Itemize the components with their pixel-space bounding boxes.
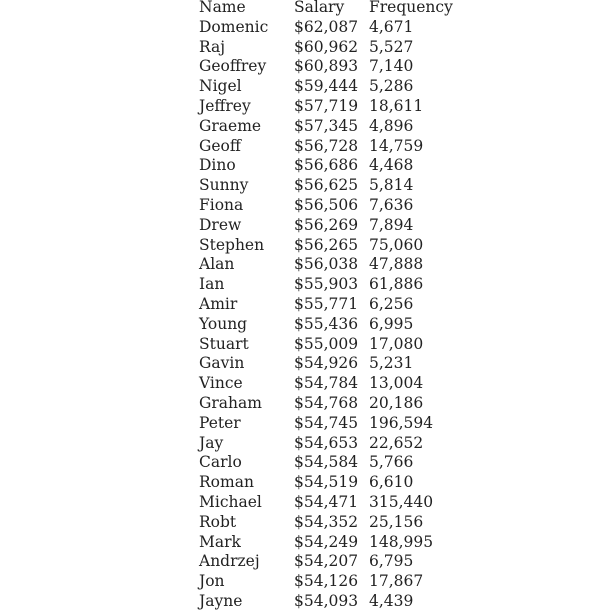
table-row: [199, 434, 459, 454]
cell-frequency: 14,759: [369, 136, 424, 155]
cell-salary: $54,471: [294, 492, 359, 511]
cell-salary: $54,519: [294, 473, 359, 492]
cell-frequency: 196,594: [369, 413, 434, 432]
cell-frequency: 7,894: [369, 215, 414, 234]
cell-name: Robt: [199, 512, 237, 531]
cell-frequency: 148,995: [369, 532, 434, 551]
table-row: [199, 414, 459, 434]
cell-name: Roman: [199, 473, 254, 492]
table-row: [199, 137, 459, 157]
cell-salary: $56,269: [294, 215, 359, 234]
cell-name: Domenic: [199, 17, 269, 36]
table-row: [199, 176, 459, 196]
cell-salary: $55,436: [294, 314, 359, 333]
table-row: [199, 97, 459, 117]
cell-frequency: 4,671: [369, 17, 414, 36]
cell-frequency: 4,439: [369, 591, 414, 610]
cell-frequency: 17,867: [369, 572, 424, 591]
cell-salary: $54,093: [294, 591, 359, 610]
table-row: [199, 533, 459, 553]
cell-name: Stephen: [199, 235, 265, 254]
cell-salary: $54,207: [294, 552, 359, 571]
cell-frequency: 6,610: [369, 473, 414, 492]
table-row: [199, 473, 459, 493]
column-header-salary: Salary: [294, 0, 345, 16]
cell-salary: $54,352: [294, 512, 359, 531]
table-row: [199, 156, 459, 176]
cell-frequency: 6,995: [369, 314, 414, 333]
cell-frequency: 17,080: [369, 334, 424, 353]
table-row: [199, 335, 459, 355]
cell-frequency: 5,766: [369, 453, 414, 472]
cell-frequency: 18,611: [369, 96, 424, 115]
cell-salary: $54,126: [294, 572, 359, 591]
cell-name: Michael: [199, 492, 262, 511]
cell-salary: $56,686: [294, 156, 359, 175]
column-header-name: Name: [199, 0, 246, 16]
cell-salary: $62,087: [294, 17, 359, 36]
cell-name: Young: [199, 314, 248, 333]
cell-salary: $54,249: [294, 532, 359, 551]
cell-frequency: 47,888: [369, 255, 424, 274]
table-row: [199, 117, 459, 137]
cell-name: Ian: [199, 275, 225, 294]
table-body: [199, 18, 459, 612]
cell-name: Jay: [199, 433, 224, 452]
cell-frequency: 4,896: [369, 116, 414, 135]
table-row: [199, 374, 459, 394]
column-header-frequency: Frequency: [369, 0, 453, 16]
cell-frequency: 4,468: [369, 156, 414, 175]
table-row: [199, 236, 459, 256]
table-row: [199, 552, 459, 572]
cell-salary: $56,265: [294, 235, 359, 254]
table-row: [199, 354, 459, 374]
cell-name: Nigel: [199, 77, 242, 96]
cell-name: Mark: [199, 532, 241, 551]
cell-salary: $60,893: [294, 57, 359, 76]
cell-salary: $54,584: [294, 453, 359, 472]
cell-name: Geoff: [199, 136, 241, 155]
cell-frequency: 5,527: [369, 37, 414, 56]
cell-salary: $60,962: [294, 37, 359, 56]
cell-name: Alan: [199, 255, 235, 274]
cell-frequency: 13,004: [369, 374, 424, 393]
cell-salary: $54,653: [294, 433, 359, 452]
cell-name: Graeme: [199, 116, 262, 135]
cell-name: Jeffrey: [199, 96, 251, 115]
cell-frequency: 6,795: [369, 552, 414, 571]
cell-frequency: 7,636: [369, 195, 414, 214]
cell-name: Jon: [199, 572, 225, 591]
cell-salary: $55,771: [294, 294, 359, 313]
cell-frequency: 6,256: [369, 294, 414, 313]
table-row: [199, 513, 459, 533]
cell-name: Drew: [199, 215, 242, 234]
table-row: [199, 77, 459, 97]
cell-frequency: 5,814: [369, 176, 414, 195]
cell-name: Graham: [199, 393, 262, 412]
cell-frequency: 61,886: [369, 275, 424, 294]
table-row: [199, 38, 459, 58]
cell-name: Dino: [199, 156, 236, 175]
table-header: [199, 0, 459, 18]
cell-salary: $54,745: [294, 413, 359, 432]
cell-salary: $56,506: [294, 195, 359, 214]
cell-name: Jayne: [199, 591, 243, 610]
cell-name: Raj: [199, 37, 226, 56]
cell-salary: $55,903: [294, 275, 359, 294]
cell-salary: $54,784: [294, 374, 359, 393]
cell-frequency: 5,286: [369, 77, 414, 96]
cell-name: Gavin: [199, 354, 245, 373]
cell-frequency: 25,156: [369, 512, 424, 531]
table-row: [199, 453, 459, 473]
cell-name: Peter: [199, 413, 241, 432]
table-row: [199, 275, 459, 295]
cell-name: Amir: [199, 294, 238, 313]
cell-salary: $57,345: [294, 116, 359, 135]
table-row: [199, 255, 459, 275]
table-row: [199, 18, 459, 38]
header-row: [199, 0, 459, 18]
table-row: [199, 592, 459, 612]
cell-name: Stuart: [199, 334, 249, 353]
cell-salary: $55,009: [294, 334, 359, 353]
cell-name: Carlo: [199, 453, 242, 472]
table-row: [199, 572, 459, 592]
cell-name: Fiona: [199, 195, 244, 214]
cell-salary: $54,926: [294, 354, 359, 373]
cell-name: Geoffrey: [199, 57, 267, 76]
table-row: [199, 196, 459, 216]
table-row: [199, 295, 459, 315]
cell-frequency: 5,231: [369, 354, 414, 373]
cell-name: Sunny: [199, 176, 249, 195]
cell-frequency: 22,652: [369, 433, 424, 452]
cell-salary: $56,728: [294, 136, 359, 155]
cell-salary: $56,625: [294, 176, 359, 195]
table-row: [199, 493, 459, 513]
cell-salary: $57,719: [294, 96, 359, 115]
cell-name: Andrzej: [199, 552, 260, 571]
cell-frequency: 315,440: [369, 492, 434, 511]
cell-salary: $59,444: [294, 77, 359, 96]
cell-frequency: 75,060: [369, 235, 424, 254]
cell-frequency: 20,186: [369, 393, 424, 412]
cell-name: Vince: [199, 374, 243, 393]
cell-salary: $56,038: [294, 255, 359, 274]
table-row: [199, 315, 459, 335]
table-row: [199, 57, 459, 77]
salary-table: [199, 0, 459, 612]
cell-salary: $54,768: [294, 393, 359, 412]
cell-frequency: 7,140: [369, 57, 414, 76]
table-row: [199, 216, 459, 236]
table-row: [199, 394, 459, 414]
